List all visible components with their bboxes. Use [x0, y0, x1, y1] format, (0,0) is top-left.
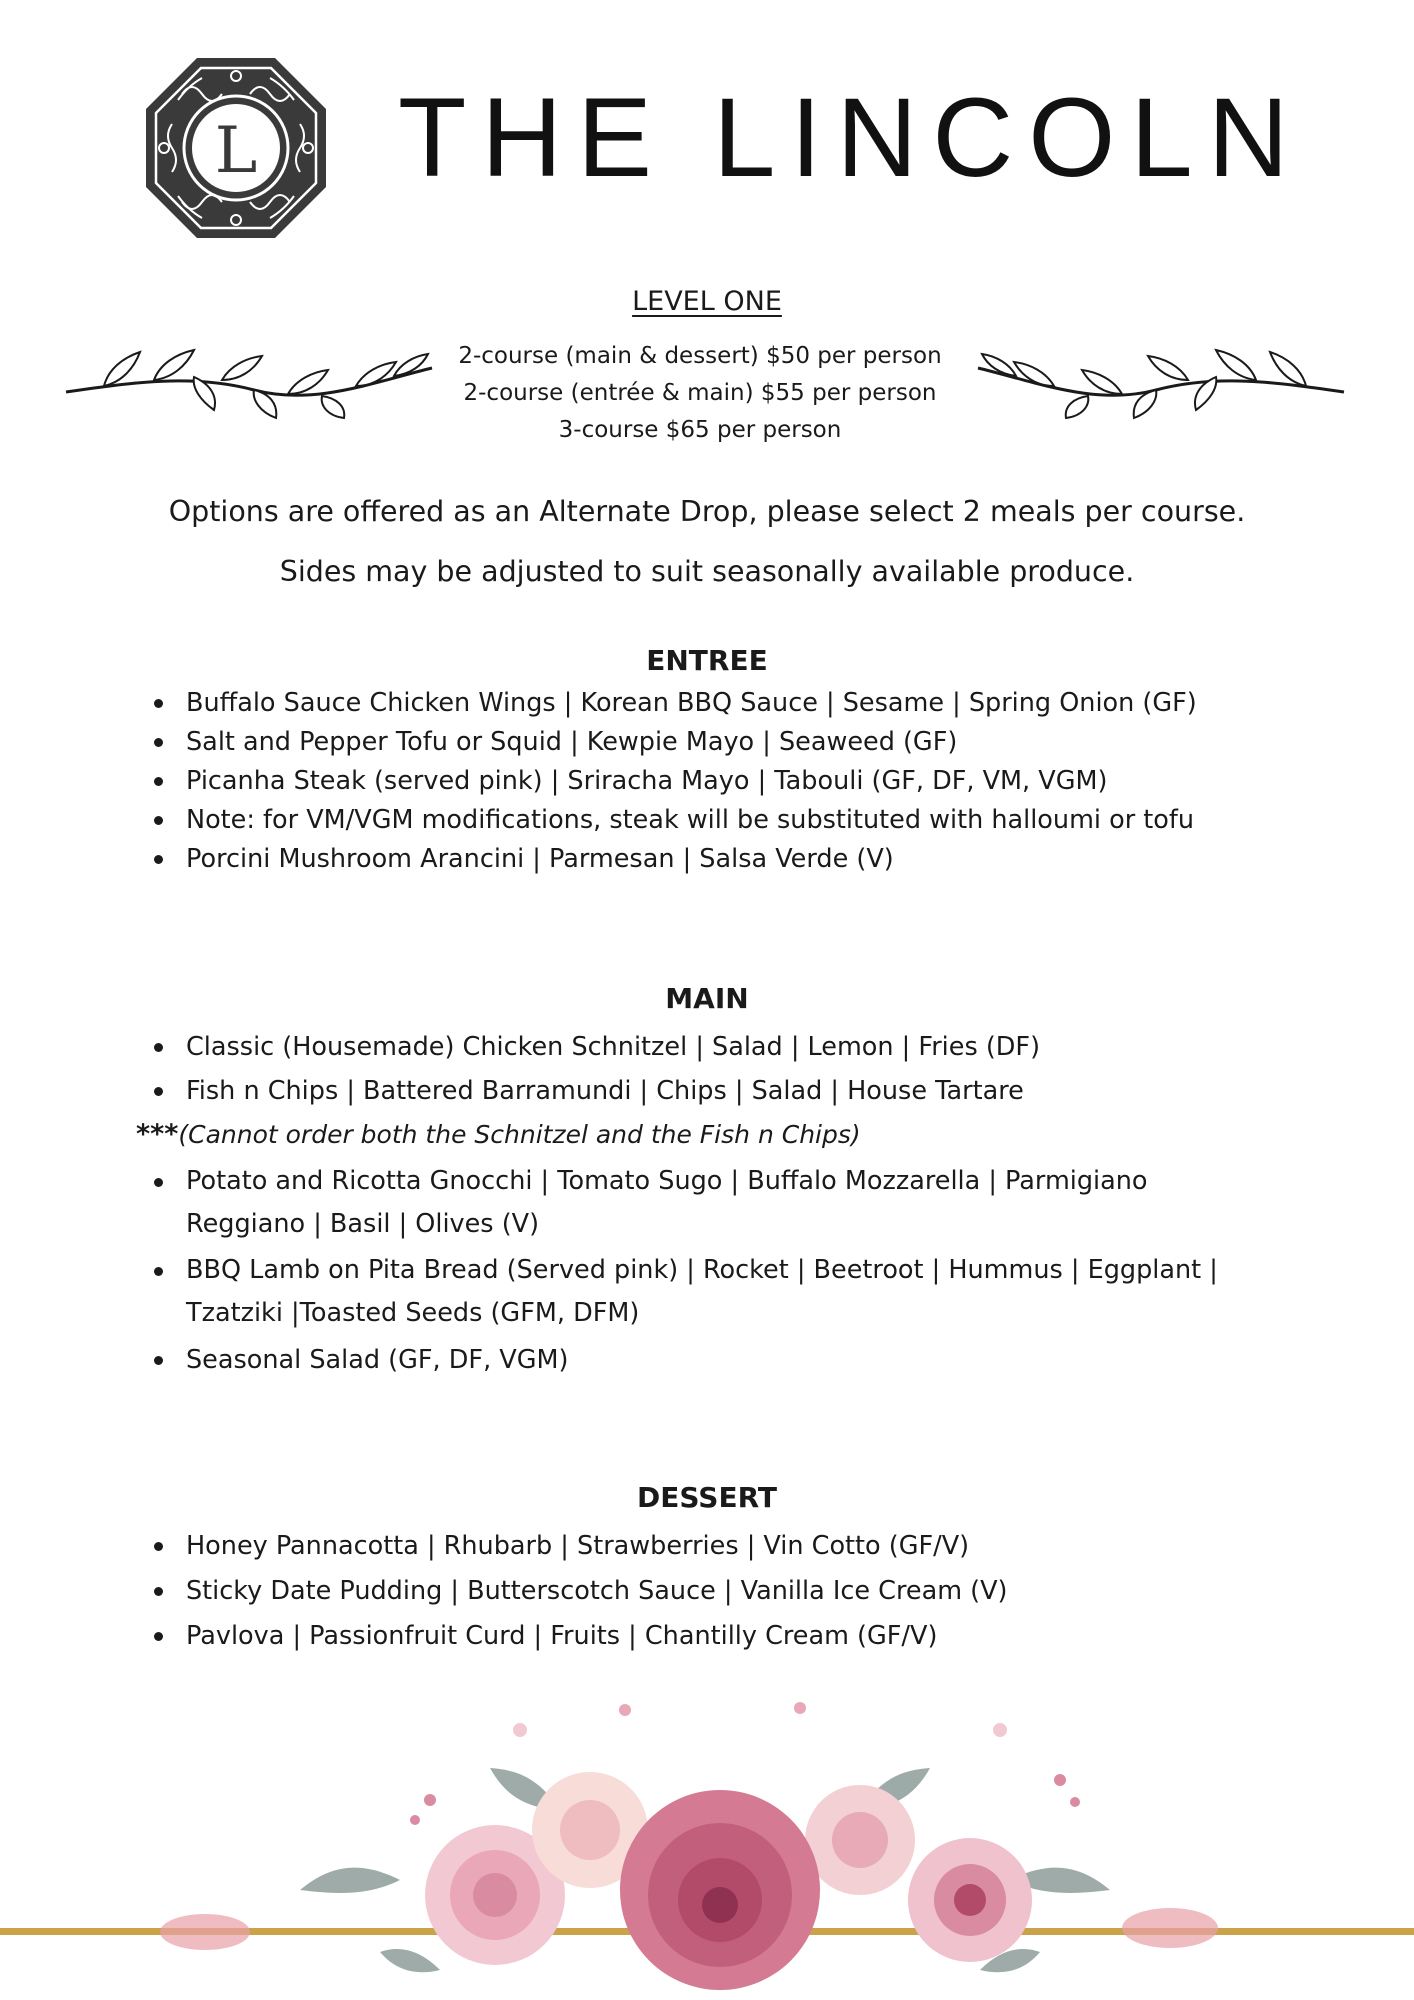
pricing-line: 2-course (entrée & main) $55 per person	[463, 380, 937, 406]
level-title: LEVEL ONE	[632, 286, 782, 317]
entree-list	[150, 684, 1270, 879]
sides-note: Sides may be adjusted to suit seasonally available produce.	[279, 555, 1135, 588]
entree-heading: ENTREE	[646, 644, 768, 677]
list-item: Buffalo Sauce Chicken Wings | Korean BBQ Sauce | Sesame | Spring Onion (GF)	[150, 684, 1270, 723]
list-item: Sticky Date Pudding | Butterscotch Sauce | Vanilla Ice Cream (V)	[150, 1569, 1270, 1614]
brand-name: THE LINCOLN	[398, 75, 1304, 200]
dessert-heading: DESSERT	[637, 1481, 777, 1514]
list-item: Porcini Mushroom Arancini | Parmesan | Salsa Verde (V)	[150, 840, 1270, 879]
list-item: Pavlova | Passionfruit Curd | Fruits | Chantilly Cream (GF/V)	[150, 1614, 1270, 1659]
main-list-b	[150, 1160, 1270, 1382]
dessert-list	[150, 1524, 1270, 1659]
list-item: Fish n Chips | Battered Barramundi | Chips | Salad | House Tartare	[150, 1069, 1270, 1113]
caveat-text: (Cannot order both the Schnitzel and the Fish n Chips)	[178, 1120, 861, 1149]
list-item: Seasonal Salad (GF, DF, VGM)	[150, 1338, 1270, 1382]
pricing-line: 3-course $65 per person	[558, 417, 842, 443]
list-item: Potato and Ricotta Gnocchi | Tomato Sugo | Buffalo Mozzarella | Parmigiano Reggiano | Basil | Olives (V)	[150, 1160, 1270, 1246]
main-caveat	[136, 1115, 861, 1155]
list-item: Classic (Housemade) Chicken Schnitzel | Salad | Lemon | Fries (DF)	[150, 1025, 1270, 1069]
vine-ornament-left	[64, 330, 434, 420]
list-item: Honey Pannacotta | Rhubarb | Strawberries | Vin Cotto (GF/V)	[150, 1524, 1270, 1569]
list-item: BBQ Lamb on Pita Bread (Served pink) | Rocket | Beetroot | Hummus | Eggplant | Tzatziki |Toasted Seeds (GFM, DFM)	[150, 1249, 1270, 1335]
list-item: Note: for VM/VGM modifications, steak will be substituted with halloumi or tofu	[150, 801, 1270, 840]
list-item: Salt and Pepper Tofu or Squid | Kewpie Mayo | Seaweed (GF)	[150, 723, 1270, 762]
lincoln-logo	[142, 54, 330, 242]
main-heading: MAIN	[665, 982, 749, 1015]
caveat-stars: ***	[136, 1119, 179, 1150]
list-item: Picanha Steak (served pink) | Sriracha Mayo | Tabouli (GF, DF, VM, VGM)	[150, 762, 1270, 801]
logo-letter: L	[214, 114, 258, 188]
pricing-block	[440, 338, 960, 449]
floral-decoration	[0, 1690, 1414, 2000]
main-list-a	[150, 1025, 1270, 1113]
vine-ornament-right	[976, 330, 1346, 420]
alternate-drop-note: Options are offered as an Alternate Drop, please select 2 meals per course.	[168, 495, 1246, 528]
pricing-line: 2-course (main & dessert) $50 per person	[458, 343, 942, 369]
